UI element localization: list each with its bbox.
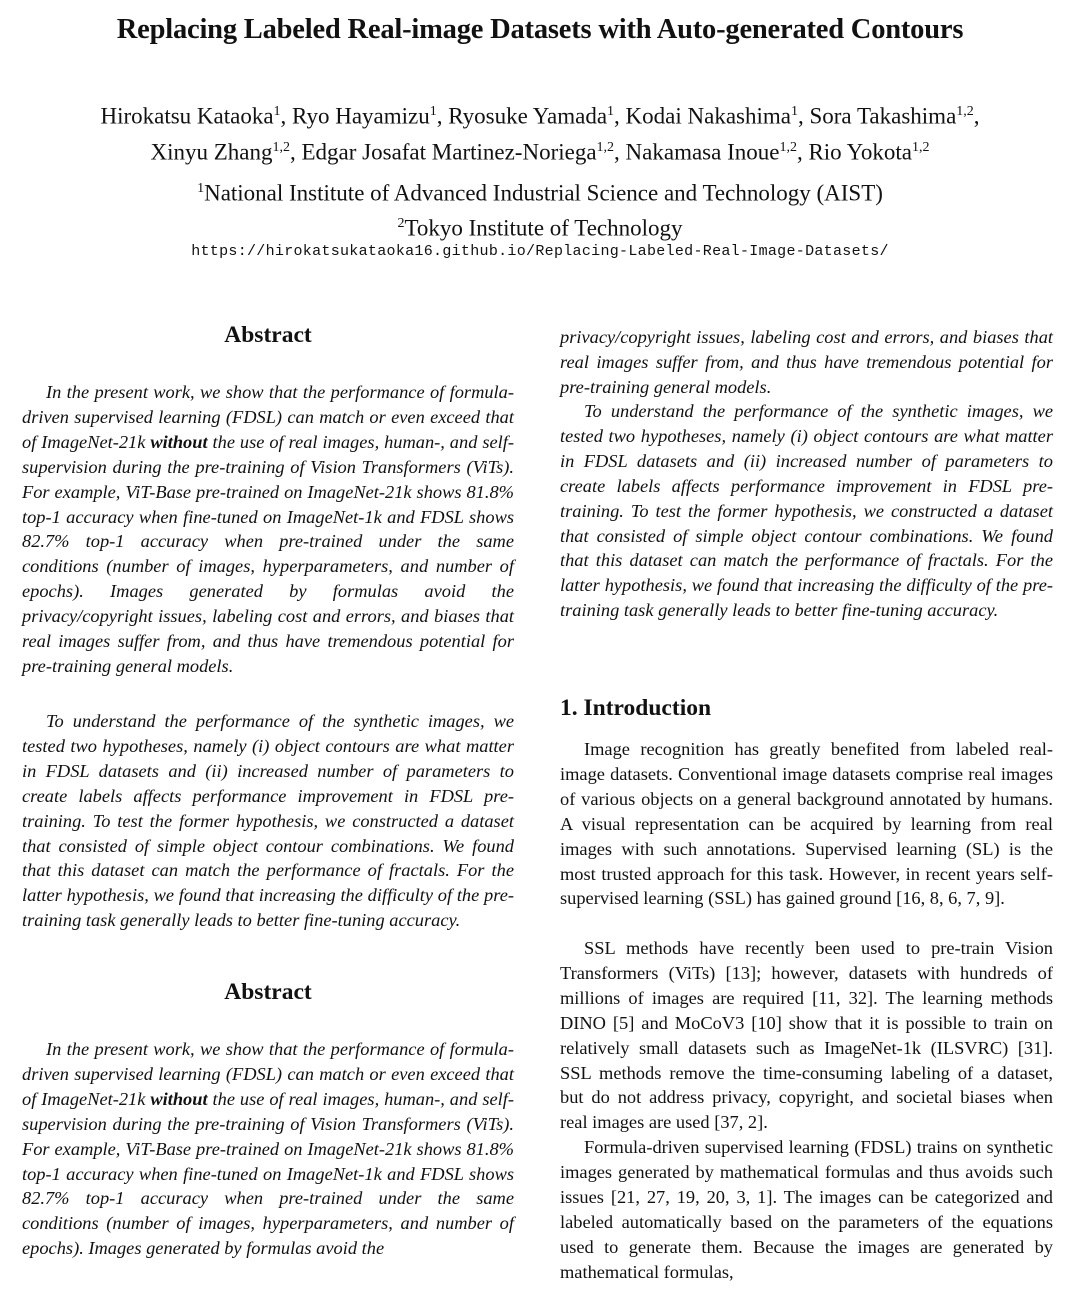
author-separator: , [436, 103, 449, 129]
abstract-emphasis: without [150, 431, 208, 452]
author-affiliation-mark: 1 [429, 104, 437, 119]
author-affiliation-mark: 1,2 [912, 139, 930, 155]
author-name: Nakamasa Inoue [625, 139, 780, 165]
author-name: Edgar Josafat Martinez-Noriega [301, 139, 597, 165]
author-separator: , [796, 139, 809, 165]
author-separator: , [280, 103, 293, 129]
author-name: Kodai Nakashima [625, 103, 791, 129]
author-separator: , [290, 139, 302, 165]
abstract-text: In the present work, we show that the performance of formula-driven supervised learning (FDSL) can match or even exceed that of ImageNet-21k [22, 382, 514, 452]
author-name: Rio Yokota [808, 139, 912, 165]
affiliation-name: Tokyo Institute of Technology [404, 215, 683, 241]
abstract-paragraph-2: To understand the performance of the synthetic images, we tested two hypotheses, namely (i) object contours are what matter in FDSL datasets and (ii) increased number of parameters to create labels affects performance improvement in FDSL pre-training. To test the former hypothesis, we constructed a dataset that consisted of simple object contour combinations. We found that this dataset can match the performance of fractals. For the latter hypothesis, we found that increasing the difficulty of the pre-training task generally leads to better fine-tuning accuracy. [22, 711, 514, 931]
author-name: Xinyu Zhang [150, 139, 273, 165]
author-affiliation-mark: 1,2 [596, 139, 615, 155]
author-affiliation-mark: 1,2 [272, 139, 290, 155]
abstract-text: In the present work, we show that the performance of formula-driven supervised learning (FDSL) can match or even exceed that of ImageNet-21k [22, 1039, 514, 1109]
abstract-heading: Abstract [224, 322, 312, 348]
author-name: Sora Takashima [809, 103, 957, 129]
intro-paragraph-2: SSL methods have recently been used to pre-train Vision Transformers (ViTs) [13]; however, datasets with hundreds of millions of images are required [11, 32]. The learning methods DINO [5] and MoCoV3 [10] show that it is possible to train on relatively small datasets such as ImageNet-1k (ILSVRC) [31]. SSL methods remove the time-consuming labeling of a dataset, but do not address privacy, copyright, and societal biases when real images are used [37, 2]. [560, 938, 1053, 1133]
author-separator: , [614, 103, 626, 129]
abstract-paragraph-repeat [22, 1037, 514, 1261]
author-line-2 [0, 132, 1080, 168]
abstract-emphasis: without [150, 1088, 208, 1109]
affiliation-2 [0, 209, 1080, 244]
author-separator: , [797, 103, 810, 129]
paper-title: Replacing Labeled Real-image Datasets with Auto-generated Contours [116, 14, 964, 45]
author-list [0, 96, 1080, 167]
affiliation-name: National Institute of Advanced Industrial Science and Technology (AIST) [204, 180, 883, 206]
author-affiliation-mark: 1,2 [779, 139, 797, 155]
author-separator: , [614, 139, 626, 165]
intro-heading: 1. Introduction [560, 695, 712, 721]
affiliations [0, 174, 1080, 243]
abstract-paragraph-1 [22, 380, 514, 679]
author-affiliation-mark: 1 [790, 104, 798, 119]
abstract-continuation: privacy/copyright issues, labeling cost and errors, and biases that real images suffer from, and thus have tremendous potential for pre-training general models. [560, 327, 1053, 397]
intro-paragraph-3: Formula-driven supervised learning (FDSL) trains on synthetic images generated by mathematical formulas and thus avoids such issues [21, 27, 19, 20, 3, 1]. The images can be categorized and labeled automatically based on the parameters of the equations used to generate them. Because the images are generated by mathematical formulas, [560, 1137, 1053, 1282]
abstract-text: the use of real images, human-, and self-supervision during the pre-training of Vision Transformers (ViTs). For example, ViT-Base pre-trained on ImageNet-21k shows 81.8% top-1 accuracy when fine-tuned on ImageNet-1k and FDSL shows 82.7% top-1 accuracy when pre-trained under the same conditions (number of images, hyperparameters, and number of epochs). Images generated by formulas avoid the privacy/copyright issues, labeling cost and errors, and biases that real images suffer from, and thus have tremendous potential for pre-training general models. [22, 431, 514, 676]
affiliation-mark: 2 [397, 215, 405, 231]
intro-paragraph-1: Image recognition has greatly benefited from labeled real-image datasets. Conventional image datasets comprise real images of various objects on a general background annotated by humans. A visual representation can be acquired by learning from real images with such annotations. Supervised learning (SL) is the most trusted approach for this task. However, in recent years self-supervised learning (SSL) has gained ground [16, 8, 6, 7, 9]. [560, 739, 1053, 909]
affiliation-1 [0, 174, 1080, 209]
author-affiliation-mark: 1 [273, 104, 281, 119]
project-url[interactable]: https://hirokatsukataoka16.github.io/Replacing-Labeled-Real-Image-Datasets/ [191, 243, 889, 260]
author-line-1 [0, 96, 1080, 132]
author-separator: , [973, 103, 980, 129]
author-name: Ryo Hayamizu [292, 103, 430, 129]
abstract-text: the use of real images, human-, and self-supervision during the pre-training of Vision Transformers (ViTs). For example, ViT-Base pre-trained on ImageNet-21k shows 81.8% top-1 accuracy when fine-tuned on ImageNet-1k and FDSL shows 82.7% top-1 accuracy when pre-trained under the same conditions (number of images, hyperparameters, and number of epochs). Images generated by formulas avoid the [22, 1088, 514, 1259]
author-name: Hirokatsu Kataoka [100, 103, 274, 129]
author-affiliation-mark: 1 [607, 104, 615, 119]
affiliation-mark: 1 [197, 181, 205, 196]
abstract-paragraph-2-right: To understand the performance of the synthetic images, we tested two hypotheses, namely (i) object contours are what matter in FDSL datasets and (ii) increased number of parameters to create labels affects performance improvement in FDSL pre-training. To test the former hypothesis, we constructed a dataset that consisted of simple object contour combinations. We found that this dataset can match the performance of fractals. For the latter hypothesis, we found that increasing the difficulty of the pre-training task generally leads to better fine-tuning accuracy. [560, 401, 1053, 621]
author-name: Ryosuke Yamada [448, 103, 608, 129]
author-affiliation-mark: 1,2 [956, 104, 974, 119]
abstract-heading-repeat: Abstract [224, 979, 312, 1005]
